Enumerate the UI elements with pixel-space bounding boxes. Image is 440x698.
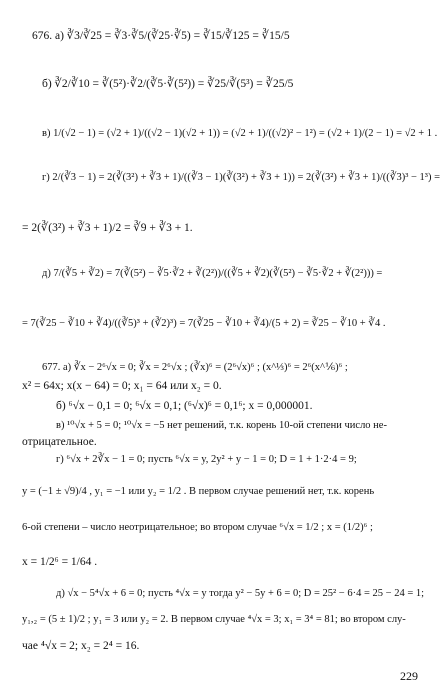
problem-677-g-line4: x = 1/2⁶ = 1/64 . bbox=[22, 556, 98, 568]
problem-676-b: б) ∛2/∛10 = ∛(5²)·∛2/(∛5·∛(5²)) = ∛25/∛(5³) = ∛25/5 bbox=[42, 78, 294, 90]
problem-677-g-line2: y = (−1 ± √9)/4 , y₁ = −1 или y₂ = 1/2 . В первом случае решений нет, т.к. корень bbox=[22, 486, 375, 497]
problem-677-a-line1: 677. а) ∛x − 2⁶√x = 0; ∛x = 2⁶√x ; (∛x)⁶ = (2⁶√x)⁶ ; (x^⅓)⁶ = 2⁶(x^⅙)⁶ ; bbox=[42, 362, 348, 373]
problem-676-v: в) 1/(√2 − 1) = (√2 + 1)/((√2 − 1)(√2 + 1)) = (√2 + 1)/((√2)² − 1²) = (√2 + 1)/(2 − 1) = √2 + 1 . bbox=[42, 128, 438, 139]
page-number: 229 bbox=[400, 669, 418, 683]
problem-677-d-line2: y₁,₂ = (5 ± 1)/2 ; y₁ = 3 или y₂ = 2. В первом случае ⁴√x = 3; x₁ = 3⁴ = 81; во втором слу- bbox=[22, 614, 406, 625]
problem-676-d-line2: = 7(∛25 − ∛10 + ∛4)/((∛5)³ + (∛2)³) = 7(∛25 − ∛10 + ∛4)/(5 + 2) = ∛25 − ∛10 + ∛4 . bbox=[22, 318, 386, 329]
problem-677-a-line2: x² = 64x; x(x − 64) = 0; x₁ = 64 или x₂ = 0. bbox=[22, 380, 222, 392]
problem-676-a: 676. а) ∛3/∛25 = ∛3·∛5/(∛25·∛5) = ∛15/∛125 = ∛15/5 bbox=[32, 30, 290, 42]
problem-676-g-line1: г) 2/(∛3 − 1) = 2(∛(3²) + ∛3 + 1)/((∛3 − 1)(∛(3²) + ∛3 + 1)) = 2(∛(3²) + ∛3 + 1)/((∛3)³ − 1³) = bbox=[42, 172, 440, 183]
problem-677-d-line3: чае ⁴√x = 2; x₂ = 2⁴ = 16. bbox=[22, 640, 140, 652]
problem-677-g-line1: г) ⁶√x + 2∛x − 1 = 0; пусть ⁶√x = y, 2y² + y − 1 = 0; D = 1 + 1·2·4 = 9; bbox=[56, 454, 357, 465]
problem-676-d-line1: д) 7/(∛5 + ∛2) = 7(∛(5²) − ∛5·∛2 + ∛(2²))/((∛5 + ∛2)(∛(5²) − ∛5·∛2 + ∛(2²))) = bbox=[42, 268, 383, 279]
problem-677-b: б) ⁶√x − 0,1 = 0; ⁶√x = 0,1; (⁶√x)⁶ = 0,1⁶; x = 0,000001. bbox=[56, 400, 313, 412]
problem-677-g-line3: 6-ой степени – число неотрицательное; во втором случае ⁶√x = 1/2 ; x = (1/2)⁶ ; bbox=[22, 522, 373, 533]
problem-677-d-line1: д) √x − 5⁴√x + 6 = 0; пусть ⁴√x = y тогда y² − 5y + 6 = 0; D = 25² − 6·4 = 25 − 24 = 1; bbox=[56, 588, 425, 599]
problem-677-v-line2: отрицательное. bbox=[22, 436, 97, 448]
problem-677-v-line1: в) ¹⁰√x + 5 = 0; ¹⁰√x = −5 нет решений, т.к. корень 10-ой степени число не- bbox=[56, 420, 387, 431]
problem-676-g-line2: = 2(∛(3²) + ∛3 + 1)/2 = ∛9 + ∛3 + 1. bbox=[22, 222, 193, 234]
